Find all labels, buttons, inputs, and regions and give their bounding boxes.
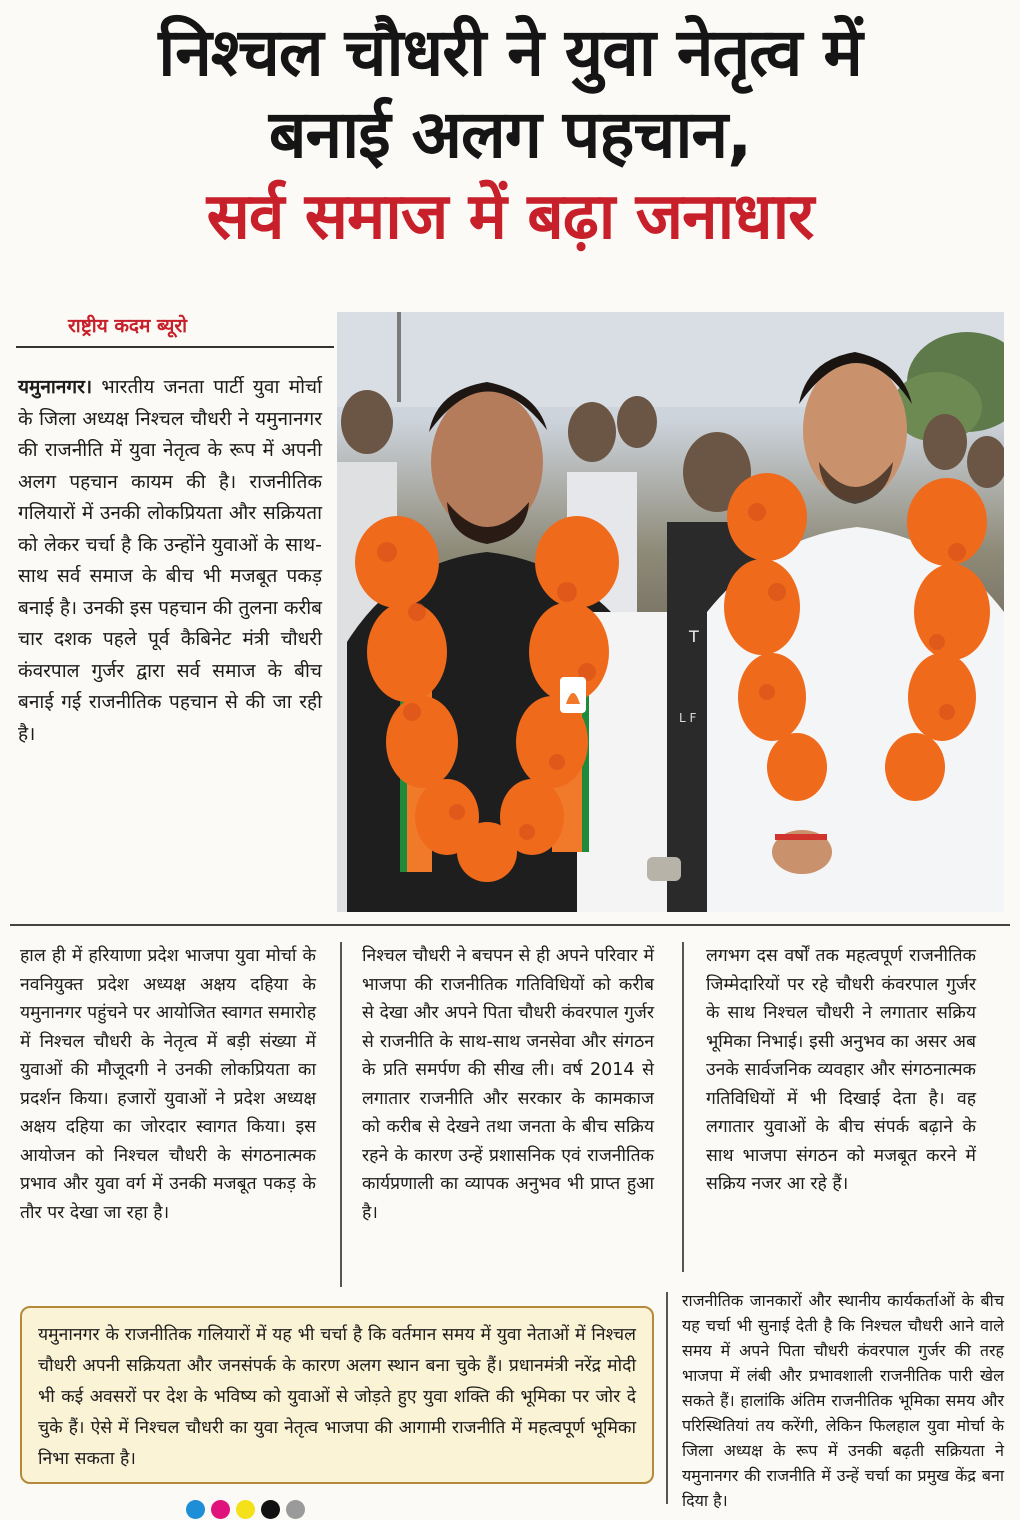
registration-dot-black (261, 1500, 280, 1519)
headline-line-1: निश्चल चौधरी ने युवा नेतृत्व में (158, 14, 862, 91)
article-column-1: हाल ही में हरियाणा प्रदेश भाजपा युवा मोर्चा के नवनियुक्त प्रदेश अध्यक्ष अक्षय दहिया के यमुनानगर पहुंचने पर आयोजित स्वागत समारोह में निश्चल चौधरी के नेतृत्व में बड़ी संख्या में युवाओं की मौजूदगी ने उनकी लोकप्रियता का प्रदर्शन किया। हजारों युवाओं ने प्रदेश अध्यक्ष अक्षय दहिया का जोरदार स्वागत किया। इस आयोजन को निश्चल चौधरी के संगठनात्मक प्रभाव और युवा वर्ग में उनकी मजबूत पकड़ के तौर पर देखा जा रहा है। (20, 946, 316, 1223)
column-rule-3 (666, 1292, 668, 1504)
registration-marks (186, 1500, 305, 1519)
article-column-2: निश्चल चौधरी ने बचपन से ही अपने परिवार में भाजपा की राजनीतिक गतिविधियों को करीब से देखा और अपने पिता चौधरी कंवरपाल गुर्जर से राजनीति के साथ-साथ जनसेवा और संगठन के प्रति समर्पण की सीख ली। वर्ष 2014 से लगातार राजनीति और सरकार के कामकाज को करीब से देखने तथा जनता के बीच सक्रिय रहने के कारण उन्हें प्रशासनिक एवं राजनीतिक कार्यप्रणाली का व्यापक अनुभव भी प्राप्त हुआ है। (362, 946, 654, 1223)
highlight-text: यमुनानगर के राजनीतिक गलियारों में यह भी चर्चा है कि वर्तमान समय में युवा नेताओं में निश्चल चौधरी अपनी सक्रियता और जनसंपर्क के कारण अलग स्थान बना चुके हैं। प्रधानमंत्री नरेंद्र मोदी भी कई अवसरों पर देश के भविष्य को युवाओं से जोड़ते हुए युवा शक्ति की भूमिका पर जोर दे चुके हैं। ऐसे में निश्चल चौधरी का युवा नेतृत्व भाजपा की आगामी राजनीति में महत्वपूर्ण भूमिका निभा सकता है। (38, 1325, 636, 1469)
article-column-3: लगभग दस वर्षों तक महत्वपूर्ण राजनीतिक जिम्मेदारियों पर रहे चौधरी कंवरपाल गुर्जर के साथ निश्चल चौधरी ने लगातार सक्रिय भूमिका निभाई। इसी अनुभव का असर अब उनके सार्वजनिक व्यवहार और संगठनात्मक गतिविधियों में भी दिखाई देता है। वह लगातार युवाओं के बीच संपर्क बढ़ाने के साथ भाजपा संगठन को मजबूत करने में सक्रिय नजर आ रहे हैं। (706, 946, 976, 1194)
closing-column: राजनीतिक जानकारों और स्थानीय कार्यकर्ताओं के बीच यह चर्चा भी सुनाई देती है कि निश्चल चौधरी आने वाले समय में अपने पिता चौधरी कंवरपाल गुर्जर की तरह भाजपा में लंबी और प्रभावशाली राजनीतिक पारी खेल सकते हैं। हालांकि अंतिम राजनीतिक भूमिका समय और परिस्थितियां तय करेंगी, लेकिन फिलहाल युवा मोर्चा के जिला अध्यक्ष के रूप में उनकी बढ़ती सक्रियता ने यमुनानगर की राजनीति में उन्हें चर्चा का प्रमुख केंद्र बना दिया है। (682, 1291, 1004, 1510)
shirt-print-letters: L F (679, 711, 697, 725)
lead-paragraph (18, 372, 322, 750)
highlight-box (20, 1306, 654, 1484)
shirt-print-letter: T (689, 627, 699, 646)
registration-dot-magenta (211, 1500, 230, 1519)
headline-line-3: सर्व समाज में बढ़ा जनाधार (206, 180, 814, 254)
news-photo (337, 312, 1004, 912)
byline-divider (16, 346, 334, 348)
registration-dot-grey (286, 1500, 305, 1519)
byline: राष्ट्रीय कदम ब्यूरो (68, 315, 188, 337)
section-divider (10, 924, 1010, 926)
headline (0, 8, 1020, 262)
registration-dot-yellow (236, 1500, 255, 1519)
lead-text: भारतीय जनता पार्टी युवा मोर्चा के जिला अध्यक्ष निश्चल चौधरी ने यमुनानगर की राजनीति में युवा नेतृत्व के रूप में अपनी अलग पहचान कायम की है। राजनीतिक गलियारों में उनकी लोकप्रियता और सक्रियता को लेकर चर्चा है कि उन्होंने युवाओं के साथ-साथ सर्व समाज के बीच भी मजबूत पकड़ बनाई है। उनकी इस पहचान की तुलना करीब चार दशक पहले पूर्व कैबिनेट मंत्री चौधरी कंवरपाल गुर्जर द्वारा सर्व समाज के बीच बनाई गई राजनीतिक पहचान से की जा रही है। (18, 376, 322, 745)
headline-line-2: बनाई अलग पहचान, (268, 96, 752, 173)
column-rule-2 (682, 942, 684, 1272)
dateline: यमुनानगर। (18, 376, 93, 398)
registration-dot-cyan (186, 1500, 205, 1519)
column-rule-1 (340, 942, 342, 1287)
photo-illustration (337, 312, 1004, 912)
